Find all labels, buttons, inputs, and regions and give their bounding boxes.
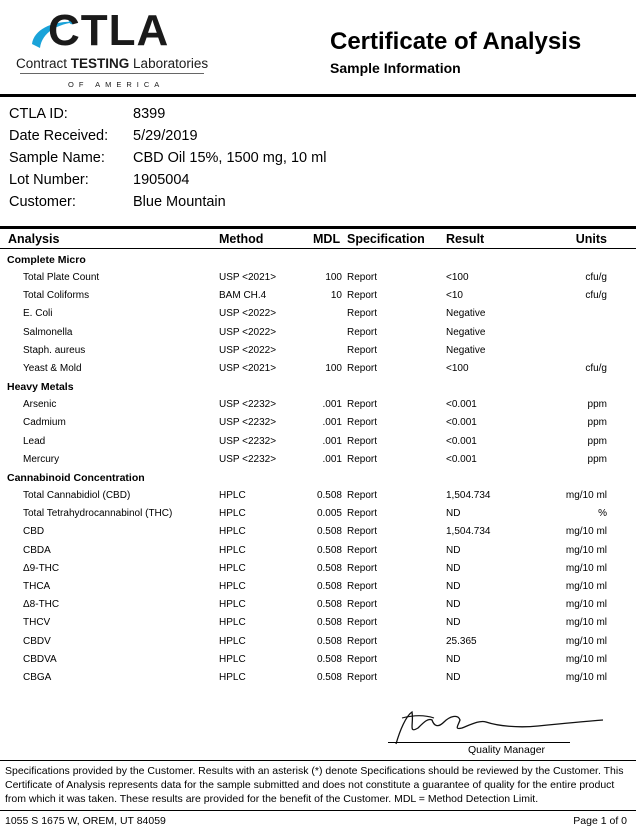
signature-title: Quality Manager bbox=[468, 744, 546, 756]
cell-specification: Report bbox=[347, 308, 378, 319]
cell-result: ND bbox=[446, 599, 461, 610]
cell-analysis: THCA bbox=[23, 581, 51, 592]
cell-mdl: 0.508 bbox=[316, 636, 342, 647]
table-row bbox=[0, 490, 636, 508]
cell-analysis: Cadmium bbox=[23, 417, 66, 428]
cell-analysis: Mercury bbox=[23, 454, 60, 465]
cell-method: USP <2022> bbox=[219, 308, 277, 319]
sample-info-row bbox=[9, 150, 326, 166]
cell-result: Negative bbox=[446, 345, 486, 356]
cell-mdl: .001 bbox=[322, 399, 342, 410]
cell-specification: Report bbox=[347, 672, 378, 683]
table-row bbox=[0, 327, 636, 345]
cell-method: HPLC bbox=[219, 654, 246, 665]
col-specification-header: Specification bbox=[347, 232, 425, 246]
cell-result: 1,504.734 bbox=[446, 490, 491, 501]
cell-mdl: 0.508 bbox=[316, 581, 342, 592]
table-header-divider bbox=[0, 248, 636, 249]
cell-units: % bbox=[598, 508, 607, 519]
cell-units: ppm bbox=[587, 399, 607, 410]
logo-subtitle: Contract TESTING Laboratories bbox=[16, 56, 209, 71]
cell-mdl: 100 bbox=[325, 272, 342, 283]
cell-method: USP <2022> bbox=[219, 327, 277, 338]
table-row bbox=[0, 363, 636, 381]
cell-analysis: E. Coli bbox=[23, 308, 53, 319]
table-row bbox=[0, 672, 636, 690]
cell-method: HPLC bbox=[219, 599, 246, 610]
document-subtitle: Sample Information bbox=[330, 60, 461, 76]
table-row bbox=[0, 399, 636, 417]
cell-result: ND bbox=[446, 508, 461, 519]
sample-info-row bbox=[9, 106, 165, 122]
cell-method: HPLC bbox=[219, 636, 246, 647]
table-row bbox=[0, 308, 636, 326]
cell-specification: Report bbox=[347, 526, 378, 537]
cell-specification: Report bbox=[347, 436, 378, 447]
sample-info-row bbox=[9, 172, 189, 188]
cell-analysis: Salmonella bbox=[23, 327, 73, 338]
sample-info-label: Lot Number: bbox=[9, 172, 89, 188]
cell-specification: Report bbox=[347, 508, 378, 519]
sample-info-row bbox=[9, 194, 226, 210]
cell-specification: Report bbox=[347, 563, 378, 574]
cell-result: ND bbox=[446, 563, 461, 574]
cell-method: HPLC bbox=[219, 563, 246, 574]
table-row bbox=[0, 545, 636, 563]
cell-result: <0.001 bbox=[446, 454, 477, 465]
cell-specification: Report bbox=[347, 454, 378, 465]
cell-mdl: 0.508 bbox=[316, 490, 342, 501]
cell-analysis: CBDV bbox=[23, 636, 51, 647]
section-heading: Heavy Metals bbox=[7, 381, 74, 394]
cell-method: HPLC bbox=[219, 617, 246, 628]
logo-wordmark: CTLA bbox=[48, 6, 170, 55]
cell-mdl: 0.508 bbox=[316, 617, 342, 628]
table-row bbox=[0, 581, 636, 599]
header-divider bbox=[0, 94, 636, 97]
info-divider bbox=[0, 226, 636, 229]
logo-country: OF AMERICA bbox=[68, 80, 165, 89]
cell-analysis: Total Plate Count bbox=[23, 272, 100, 283]
cell-analysis: CBDA bbox=[23, 545, 51, 556]
cell-analysis: Arsenic bbox=[23, 399, 57, 410]
cell-units: cfu/g bbox=[585, 363, 607, 374]
cell-analysis: Total Coliforms bbox=[23, 290, 90, 301]
table-row bbox=[0, 563, 636, 581]
cell-specification: Report bbox=[347, 417, 378, 428]
signature-line bbox=[388, 742, 570, 743]
cell-result: ND bbox=[446, 672, 461, 683]
footer-divider bbox=[0, 810, 636, 811]
sample-info-value: CBD Oil 15%, 1500 mg, 10 ml bbox=[133, 150, 327, 166]
sample-info-row bbox=[9, 128, 198, 144]
cell-mdl: 0.508 bbox=[316, 654, 342, 665]
cell-units: mg/10 ml bbox=[565, 490, 607, 501]
cell-mdl: 0.508 bbox=[316, 526, 342, 537]
sample-info-label: CTLA ID: bbox=[9, 106, 68, 122]
cell-result: <100 bbox=[446, 363, 469, 374]
cell-result: <10 bbox=[446, 290, 463, 301]
cell-units: ppm bbox=[587, 454, 607, 465]
footer-address: 1055 S 1675 W, OREM, UT 84059 bbox=[5, 815, 166, 827]
cell-analysis: CBDVA bbox=[23, 654, 57, 665]
cell-analysis: Staph. aureus bbox=[23, 345, 86, 356]
cell-units: mg/10 ml bbox=[565, 581, 607, 592]
table-row bbox=[0, 417, 636, 435]
section-heading: Complete Micro bbox=[7, 254, 86, 266]
page-number: Page 1 of 0 bbox=[573, 815, 627, 827]
cell-analysis: Lead bbox=[23, 436, 46, 447]
cell-method: USP <2232> bbox=[219, 399, 277, 410]
sample-info-label: Customer: bbox=[9, 194, 76, 210]
cell-result: ND bbox=[446, 617, 461, 628]
cell-specification: Report bbox=[347, 290, 378, 301]
cell-units: mg/10 ml bbox=[565, 599, 607, 610]
cell-units: ppm bbox=[587, 417, 607, 428]
col-method-header: Method bbox=[219, 232, 264, 246]
table-row bbox=[0, 617, 636, 635]
cell-analysis: Total Tetrahydrocannabinol (THC) bbox=[23, 508, 173, 519]
table-row bbox=[0, 526, 636, 544]
table-row bbox=[0, 454, 636, 472]
sample-info-value: 5/29/2019 bbox=[133, 128, 198, 144]
cell-units: mg/10 ml bbox=[565, 617, 607, 628]
sample-info-value: 8399 bbox=[133, 106, 166, 122]
cell-specification: Report bbox=[347, 617, 378, 628]
table-row bbox=[0, 345, 636, 363]
cell-mdl: 0.508 bbox=[316, 563, 342, 574]
table-row bbox=[0, 636, 636, 654]
cell-method: HPLC bbox=[219, 581, 246, 592]
cell-mdl: 100 bbox=[325, 363, 342, 374]
cell-units: mg/10 ml bbox=[565, 636, 607, 647]
cell-result: ND bbox=[446, 545, 461, 556]
cell-method: HPLC bbox=[219, 672, 246, 683]
cell-specification: Report bbox=[347, 345, 378, 356]
col-result-header: Result bbox=[446, 232, 485, 246]
cell-method: USP <2232> bbox=[219, 454, 277, 465]
cell-analysis: Total Cannabidiol (CBD) bbox=[23, 490, 131, 501]
col-units-header: Units bbox=[575, 232, 607, 246]
table-row bbox=[0, 436, 636, 454]
sample-info-value: Blue Mountain bbox=[133, 194, 226, 210]
cell-mdl: .001 bbox=[322, 436, 342, 447]
cell-specification: Report bbox=[347, 399, 378, 410]
cell-specification: Report bbox=[347, 490, 378, 501]
cell-units: mg/10 ml bbox=[565, 563, 607, 574]
cell-mdl: 0.005 bbox=[316, 508, 342, 519]
cell-units: mg/10 ml bbox=[565, 526, 607, 537]
cell-result: ND bbox=[446, 654, 461, 665]
cell-method: HPLC bbox=[219, 490, 246, 501]
cell-method: USP <2232> bbox=[219, 417, 277, 428]
cell-analysis: CBD bbox=[23, 526, 45, 537]
table-row bbox=[0, 508, 636, 526]
logo-divider bbox=[20, 73, 204, 74]
cell-method: HPLC bbox=[219, 508, 246, 519]
cell-method: USP <2021> bbox=[219, 363, 277, 374]
cell-result: <0.001 bbox=[446, 399, 477, 410]
cell-specification: Report bbox=[347, 545, 378, 556]
cell-specification: Report bbox=[347, 272, 378, 283]
cell-specification: Report bbox=[347, 636, 378, 647]
cell-mdl: 0.508 bbox=[316, 599, 342, 610]
table-row bbox=[0, 290, 636, 308]
cell-mdl: 0.508 bbox=[316, 672, 342, 683]
table-row bbox=[0, 599, 636, 617]
col-analysis-header: Analysis bbox=[8, 232, 60, 246]
col-mdl-header: MDL bbox=[313, 232, 341, 246]
cell-analysis: Δ9-THC bbox=[23, 563, 60, 574]
table-row bbox=[0, 272, 636, 290]
cell-specification: Report bbox=[347, 327, 378, 338]
signature-image bbox=[388, 706, 608, 746]
cell-analysis: CBGA bbox=[23, 672, 52, 683]
cell-mdl: .001 bbox=[322, 417, 342, 428]
cell-method: USP <2022> bbox=[219, 345, 277, 356]
cell-result: <0.001 bbox=[446, 436, 477, 447]
cell-specification: Report bbox=[347, 581, 378, 592]
cell-result: 1,504.734 bbox=[446, 526, 491, 537]
cell-units: mg/10 ml bbox=[565, 654, 607, 665]
cell-method: USP <2021> bbox=[219, 272, 277, 283]
cell-result: <100 bbox=[446, 272, 469, 283]
cell-units: mg/10 ml bbox=[565, 545, 607, 556]
cell-specification: Report bbox=[347, 599, 378, 610]
cell-method: USP <2232> bbox=[219, 436, 277, 447]
disclaimer-divider bbox=[0, 760, 636, 761]
cell-mdl: .001 bbox=[322, 454, 342, 465]
cell-specification: Report bbox=[347, 363, 378, 374]
cell-method: BAM CH.4 bbox=[219, 290, 267, 301]
document-title: Certificate of Analysis bbox=[330, 28, 582, 55]
cell-units: ppm bbox=[587, 436, 607, 447]
cell-units: cfu/g bbox=[585, 272, 607, 283]
cell-result: Negative bbox=[446, 327, 486, 338]
sample-info-value: 1905004 bbox=[133, 172, 190, 188]
table-row bbox=[0, 654, 636, 672]
cell-result: 25.365 bbox=[446, 636, 477, 647]
cell-analysis: THCV bbox=[23, 617, 51, 628]
cell-specification: Report bbox=[347, 654, 378, 665]
cell-analysis: Yeast & Mold bbox=[23, 363, 82, 374]
cell-mdl: 0.508 bbox=[316, 545, 342, 556]
cell-method: HPLC bbox=[219, 545, 246, 556]
cell-result: ND bbox=[446, 581, 461, 592]
cell-units: cfu/g bbox=[585, 290, 607, 301]
section-heading: Cannabinoid Concentration bbox=[7, 472, 145, 484]
cell-analysis: Δ8-THC bbox=[23, 599, 60, 610]
sample-info-label: Sample Name: bbox=[9, 150, 105, 166]
cell-mdl: 10 bbox=[330, 290, 342, 301]
sample-info-label: Date Received: bbox=[9, 128, 109, 144]
cell-result: <0.001 bbox=[446, 417, 477, 428]
cell-units: mg/10 ml bbox=[565, 672, 607, 683]
cell-result: Negative bbox=[446, 308, 486, 319]
cell-method: HPLC bbox=[219, 526, 246, 537]
disclaimer-text: Specifications provided by the Customer. Results with an asterisk (*) denote Specifications should be reviewed by the Customer. This Certificate of Analysis represents data for the sample submitted and does not constitute a guarantee of quality for the entire product from which it was taken. These results are provided for the benefit of the Customer. MDL = Method Detection Limit. bbox=[5, 765, 624, 805]
